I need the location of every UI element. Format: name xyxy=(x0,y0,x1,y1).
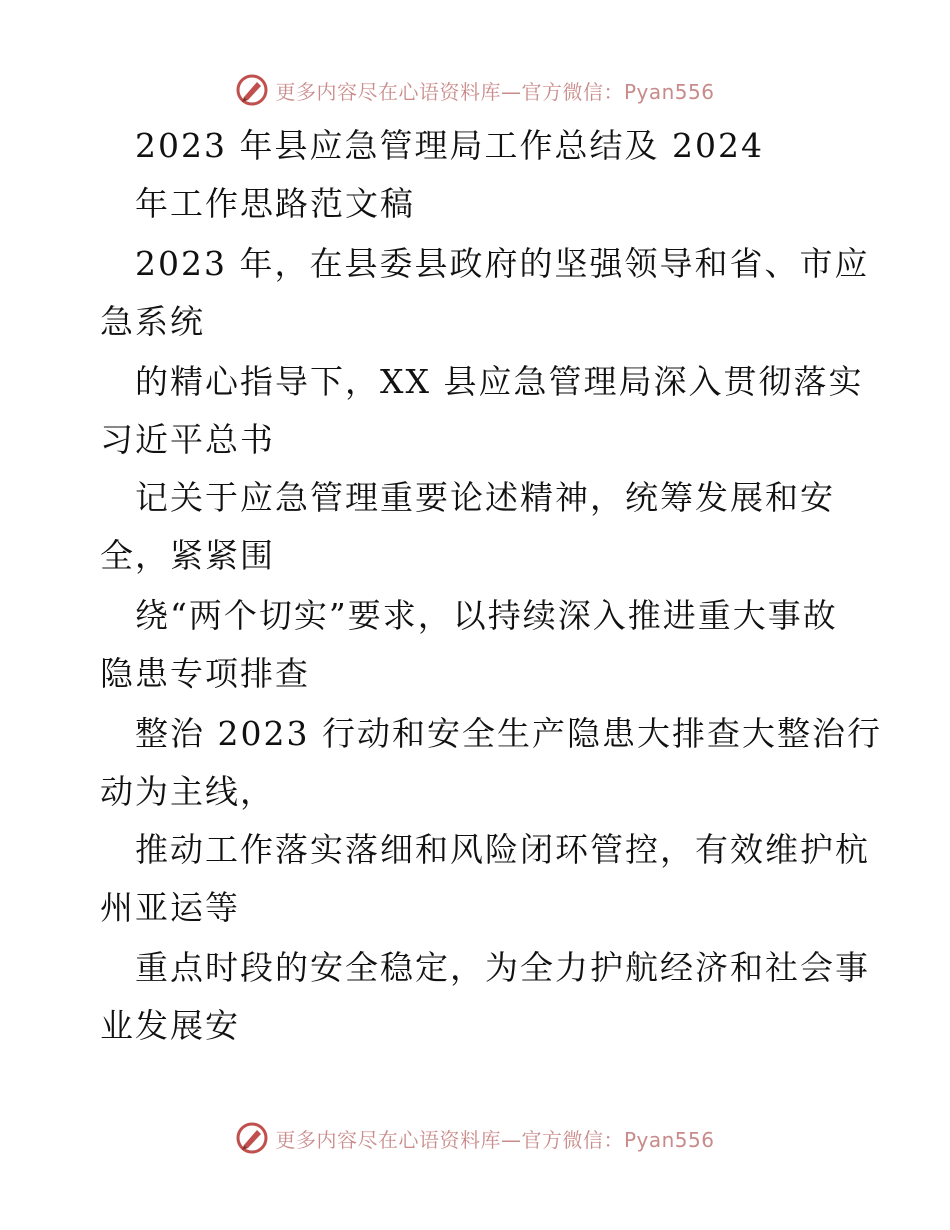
paragraph-line: 急系统 xyxy=(100,302,205,341)
paragraph-line: 绕“两个切实”要求，以持续深入推进重大事故 xyxy=(135,596,838,635)
paragraph-line: 州亚运等 xyxy=(100,888,240,927)
paragraph-line: 2023 年，在县委县政府的坚强领导和省、市应 xyxy=(135,244,870,283)
title-line-1: 2023 年县应急管理局工作总结及 2024 xyxy=(135,126,764,165)
pen-logo-icon xyxy=(235,73,269,107)
watermark-text: 更多内容尽在心语资料库—官方微信：Pyan556 xyxy=(275,79,715,104)
footer-watermark xyxy=(0,1118,950,1158)
paragraph-line: 重点时段的安全稳定，为全力护航经济和社会事 xyxy=(135,948,870,987)
paragraph-line: 业发展安 xyxy=(100,1006,240,1045)
paragraph-line: 的精心指导下，XX 县应急管理局深入贯彻落实 xyxy=(135,362,864,401)
watermark-text: 更多内容尽在心语资料库—官方微信：Pyan556 xyxy=(275,1127,715,1152)
paragraph-line: 推动工作落实落细和风险闭环管控，有效维护杭 xyxy=(135,830,870,869)
paragraph-line: 隐患专项排查 xyxy=(100,654,310,693)
title-line-2: 年工作思路范文稿 xyxy=(135,184,415,223)
paragraph-line: 整治 2023 行动和安全生产隐患大排查大整治行 xyxy=(135,714,882,753)
paragraph-line: 动为主线， xyxy=(100,772,275,811)
pen-logo-icon xyxy=(235,1121,269,1155)
paragraph-line: 习近平总书 xyxy=(100,420,275,459)
paragraph-line: 记关于应急管理重要论述精神，统筹发展和安 xyxy=(135,478,835,517)
header-watermark xyxy=(0,70,950,110)
paragraph-line: 全，紧紧围 xyxy=(100,536,275,575)
